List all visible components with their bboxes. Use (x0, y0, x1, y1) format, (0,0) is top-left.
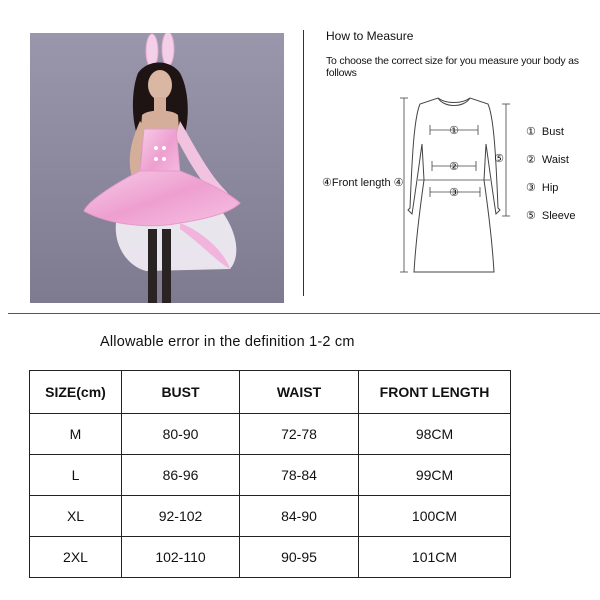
cell-size: M (30, 414, 122, 455)
measurement-diagram (318, 88, 590, 284)
cell-front-length: 101CM (359, 537, 511, 578)
bust-marker: ① (449, 125, 459, 137)
cell-size: L (30, 455, 122, 496)
cell-front-length: 98CM (359, 414, 511, 455)
cell-front-length: 99CM (359, 455, 511, 496)
hip-marker: ③ (449, 187, 459, 199)
cell-bust: 102-110 (122, 537, 240, 578)
legend-sleeve: ⑤ Sleeve (526, 210, 576, 222)
table-row (30, 455, 511, 496)
cell-bust: 92-102 (122, 496, 240, 537)
cell-front-length: 100CM (359, 496, 511, 537)
cell-size: XL (30, 496, 122, 537)
cell-waist: 84-90 (240, 496, 359, 537)
legend-hip: ③ Hip (526, 182, 559, 194)
sleeve-marker: ⑤ (494, 153, 504, 165)
product-photo (30, 33, 284, 303)
table-header-row (30, 371, 511, 414)
cell-bust: 86-96 (122, 455, 240, 496)
cell-waist: 72-78 (240, 414, 359, 455)
cell-waist: 78-84 (240, 455, 359, 496)
front-length-label: ④Front length ④ (322, 177, 404, 189)
table-row (30, 537, 511, 578)
header-size: SIZE(cm) (30, 371, 122, 414)
table-row (30, 414, 511, 455)
cell-size: 2XL (30, 537, 122, 578)
bunny-costume-illustration (30, 33, 284, 303)
waist-marker: ② (449, 161, 459, 173)
table-row (30, 496, 511, 537)
horizontal-divider (8, 313, 600, 314)
size-table (29, 370, 511, 578)
cell-waist: 90-95 (240, 537, 359, 578)
how-to-measure-subtitle: To choose the correct size for you measure your body as follows (326, 55, 579, 79)
legend-bust: ① Bust (526, 126, 564, 138)
cell-bust: 80-90 (122, 414, 240, 455)
vertical-divider (303, 30, 304, 296)
header-waist: WAIST (240, 371, 359, 414)
header-bust: BUST (122, 371, 240, 414)
how-to-measure-title: How to Measure (326, 29, 414, 43)
legend-waist: ② Waist (526, 154, 569, 166)
header-front-length: FRONT LENGTH (359, 371, 511, 414)
allowable-error-note: Allowable error in the definition 1-2 cm (100, 334, 355, 350)
